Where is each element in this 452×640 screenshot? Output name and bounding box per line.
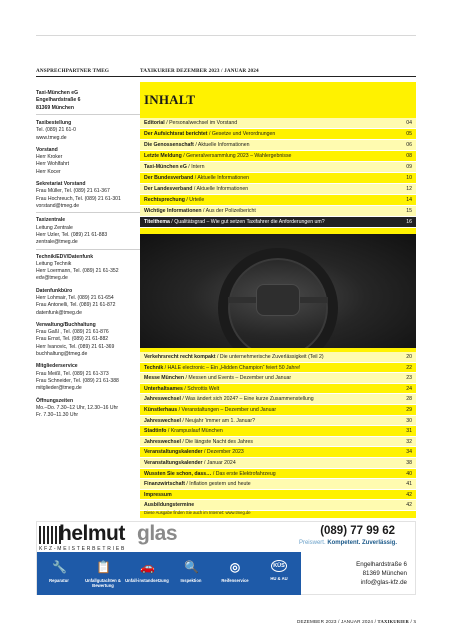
contact-section-title: Taxibestellung bbox=[36, 120, 72, 126]
toc-entry[interactable] bbox=[140, 426, 416, 437]
toc-separator: / bbox=[180, 396, 186, 403]
toc-separator: / bbox=[177, 407, 182, 413]
magnifier-icon: 🔍 bbox=[184, 560, 199, 574]
toc-page-number: 15 bbox=[406, 208, 412, 214]
toc-separator: / bbox=[164, 120, 170, 126]
toc-title: Editorial bbox=[144, 120, 165, 126]
toc-separator: / bbox=[202, 449, 207, 456]
toc-page-number: 14 bbox=[406, 197, 412, 203]
toc-page-number: 28 bbox=[406, 396, 412, 403]
toc-entry[interactable] bbox=[140, 490, 416, 501]
toc-page-number: 40 bbox=[406, 470, 412, 477]
contact-section-title: Datenfunkbüro bbox=[36, 287, 73, 294]
toc-page-number: 08 bbox=[406, 153, 412, 159]
contact-line[interactable]: vorstand@tmeg.de bbox=[36, 202, 80, 209]
toc-separator: / bbox=[184, 481, 190, 488]
toc-page-number: 06 bbox=[406, 142, 412, 148]
toc-title: Technik bbox=[144, 364, 164, 371]
toc-subtitle: Krampuslauf München bbox=[170, 428, 223, 435]
toc-subtitle: Das erste Elektrofahrzeug bbox=[215, 470, 276, 477]
toc-page-number: 05 bbox=[406, 131, 412, 137]
toc-title: Taxi-München eG bbox=[144, 164, 187, 170]
toc-separator: / bbox=[215, 354, 220, 360]
service-item bbox=[169, 552, 213, 595]
toc-entry[interactable] bbox=[140, 405, 416, 416]
service-label: Reifenservice bbox=[221, 578, 249, 583]
toc-subtitle: Urteile bbox=[189, 197, 205, 203]
toc-title: Die Genossenschaft bbox=[144, 142, 194, 148]
contact-section-title: Technik/EDV/Datenfunk bbox=[36, 253, 94, 260]
ad-phone: (089) 77 99 62 bbox=[320, 525, 395, 537]
contact-line: Leitung Zentrale bbox=[36, 224, 73, 231]
service-label: Unfallgutachten & Bewertung bbox=[85, 578, 121, 588]
toc-subtitle: Neujahr ‘immer am 1. Januar? bbox=[185, 417, 256, 424]
toc-page-number: 09 bbox=[406, 164, 412, 170]
toc-entry[interactable] bbox=[140, 479, 416, 490]
toc-subtitle: Generalversammlung 2023 – Wahlergebnisse bbox=[186, 153, 292, 159]
contact-line: Herr Uzler, Tel. (089) 21 61-883 bbox=[36, 231, 108, 238]
toc-title: Der Aufsichtsrat berichtet bbox=[144, 131, 208, 137]
service-label: Unfall-instandsetzung bbox=[125, 578, 169, 583]
contact-line[interactable]: mitglieder@tmeg.de bbox=[36, 385, 82, 392]
toc-entry[interactable] bbox=[140, 140, 416, 151]
contact-line: Herr Kroker bbox=[36, 154, 63, 161]
contact-line: Herr Lohmair, Tel. (089) 21 61-654 bbox=[36, 294, 114, 301]
issue-header: TAXIKURIER DEZEMBER 2023 / JANUAR 2024 bbox=[140, 66, 416, 77]
toc-entry[interactable] bbox=[140, 394, 416, 405]
toc-title: Der Bundesverband bbox=[144, 175, 194, 181]
toc-page-number: 24 bbox=[406, 385, 412, 392]
toc-entry[interactable] bbox=[140, 173, 416, 184]
toc-subtitle: Qualitätsgrad – Wie gut setzen Taxifahrer die Anforderungen um? bbox=[174, 219, 325, 225]
logo-text-grey: glas bbox=[137, 522, 178, 545]
toc-entry[interactable] bbox=[140, 195, 416, 206]
tagline-2: Kompetent. bbox=[327, 540, 361, 546]
contact-section-title: Sekretariat Vorstand bbox=[36, 181, 86, 188]
contact-section-title: Taxizentrale bbox=[36, 217, 66, 224]
toc-separator: / bbox=[211, 470, 216, 477]
toc-entry[interactable] bbox=[140, 373, 416, 384]
toc-separator: / bbox=[184, 375, 189, 382]
toc-entry[interactable] bbox=[140, 217, 416, 228]
contents-panel bbox=[140, 82, 416, 518]
toc-separator: / bbox=[193, 142, 198, 148]
service-label: HU & AU bbox=[270, 576, 288, 581]
contact-line: Herr Wohlfahrt bbox=[36, 161, 70, 168]
wrench-icon: 🔧 bbox=[52, 560, 67, 574]
toc-page-number: 41 bbox=[406, 481, 412, 488]
contact-section-title: Mitgliederservice bbox=[36, 363, 78, 370]
toc-separator: / bbox=[180, 417, 186, 424]
contact-line: Herr Loermann, Tel. (089) 21 61-352 bbox=[36, 268, 119, 275]
toc-separator: / bbox=[193, 175, 198, 181]
toc-subtitle: Personalwechsel im Vorstand bbox=[169, 120, 238, 126]
toc-page-number: 20 bbox=[406, 354, 412, 360]
top-rule bbox=[36, 35, 416, 36]
contact-line[interactable]: edv@tmeg.de bbox=[36, 275, 68, 282]
ad-city: 81369 München bbox=[362, 570, 407, 577]
toc-subtitle: Intern bbox=[191, 164, 205, 170]
toc-title: Unterhaltsames bbox=[144, 385, 183, 392]
page-footer: DEZEMBER 2023 / JANUAR 2024 / TAXIKURIER / 3 bbox=[296, 619, 416, 624]
ad-email: info@glas-kfz.de bbox=[360, 579, 407, 586]
toc-title: Jahreswechsel bbox=[144, 396, 181, 403]
footer-issue: DEZEMBER 2023 / JANUAR 2024 bbox=[296, 619, 374, 624]
toc-title: Impressum bbox=[144, 491, 172, 498]
toc-entry[interactable] bbox=[140, 363, 416, 374]
contact-section-title: Vorstand bbox=[36, 146, 58, 153]
service-label: Reparatur bbox=[49, 578, 69, 583]
toc-title: Veranstaltungskalender bbox=[144, 460, 203, 466]
toc-page-number: 16 bbox=[406, 219, 412, 225]
toc-title: Finanzwirtschaft bbox=[144, 481, 185, 488]
toc-separator: / bbox=[186, 164, 192, 170]
toc-page-number: 31 bbox=[406, 428, 412, 435]
contact-line: Frau Gaßl , Tel. (089) 21 61-876 bbox=[36, 329, 109, 336]
toc-subtitle: Aktuelle Informationen bbox=[197, 142, 250, 148]
toc-separator: / bbox=[202, 460, 207, 466]
toc-separator: / bbox=[207, 131, 212, 137]
contact-line: Herr Ivanovic, Tel. (089) 21 61-369 bbox=[36, 343, 115, 350]
contact-section-title: Öffnungszeiten bbox=[36, 397, 74, 404]
tagline-3: Zuverlässig. bbox=[361, 540, 397, 546]
toc-title: Jahreswechsel bbox=[144, 417, 181, 424]
toc-subtitle: Dezember 2023 bbox=[206, 449, 244, 456]
tire-icon: ◎ bbox=[229, 560, 241, 574]
toc-title: Veranstaltungskalender bbox=[144, 449, 203, 456]
toc-subtitle: Aus der Polizeibericht bbox=[205, 208, 256, 214]
service-label: Inspektion bbox=[180, 578, 202, 583]
toc-entry[interactable] bbox=[140, 129, 416, 140]
contents-heading: INHALT bbox=[144, 92, 196, 107]
toc-separator: / bbox=[180, 438, 186, 445]
toc-title: Wussten Sie schon, dass… bbox=[144, 470, 212, 477]
toc-page-number: 12 bbox=[406, 186, 412, 192]
toc-page-number: 30 bbox=[406, 417, 412, 424]
toc-title: Künstlerhaus bbox=[144, 407, 178, 413]
toc-separator: / bbox=[184, 197, 190, 203]
logo-stripes bbox=[39, 526, 61, 544]
toc-title: Messe München bbox=[144, 375, 185, 382]
toc-separator: / bbox=[192, 186, 197, 192]
toc-title: Rechtsprechung bbox=[144, 197, 185, 203]
contact-line: Herr Kocer bbox=[36, 168, 61, 175]
toc-title: Titelthema bbox=[144, 219, 170, 225]
service-item bbox=[257, 552, 301, 595]
toc-page-number: 42 bbox=[406, 502, 412, 509]
contact-line: Fr. 7.30–11.30 Uhr bbox=[36, 412, 79, 419]
service-item bbox=[37, 552, 81, 595]
contact-line: Frau Hochreuch, Tel. (089) 21 61-301 bbox=[36, 195, 121, 202]
toc-page-number: 22 bbox=[406, 364, 412, 371]
contact-line[interactable]: datenfunk@tmeg.de bbox=[36, 309, 82, 316]
kus-badge-icon: KÜS bbox=[271, 560, 287, 572]
toc-separator: / bbox=[181, 153, 187, 159]
toc-subtitle: HALE electronic – Ein „Hidden Champion“ feiert 50 Jahre! bbox=[167, 364, 301, 371]
toc-separator: / bbox=[182, 385, 188, 392]
toc-subtitle: Veranstaltungen – Dezember und Januar bbox=[181, 407, 277, 413]
contact-line: Frau Müller, Tel. (089) 21 61-367 bbox=[36, 188, 110, 195]
toc-entry[interactable] bbox=[140, 416, 416, 427]
contacts-header: ANSPRECHPARTNER TMEG bbox=[36, 66, 160, 77]
toc-subtitle: Inflation gestern und heute bbox=[189, 481, 251, 488]
toc-entry[interactable] bbox=[140, 118, 416, 129]
toc-page-number: 32 bbox=[406, 438, 412, 445]
toc-page-number: 34 bbox=[406, 449, 412, 456]
contact-line[interactable]: buchhaltung@tmeg.de bbox=[36, 351, 88, 358]
toc-entry[interactable] bbox=[140, 206, 416, 217]
toc-page-number: 23 bbox=[406, 375, 412, 382]
toc-entry[interactable] bbox=[140, 447, 416, 458]
service-item bbox=[125, 552, 169, 595]
car-crash-icon: 🚗 bbox=[140, 560, 155, 574]
contact-line: Frau Antonelli, Tel. (089) 21 61-872 bbox=[36, 302, 116, 309]
toc-subtitle: Die längste Nacht des Jahres bbox=[185, 438, 254, 445]
contact-section-title: Verwaltung/Buchhaltung bbox=[36, 321, 96, 328]
clipboard-icon: 📋 bbox=[96, 560, 111, 574]
toc-entry[interactable] bbox=[140, 384, 416, 395]
logo-text-dark: helmut bbox=[59, 522, 125, 545]
toc-title: Jahreswechsel bbox=[144, 438, 181, 445]
toc-entry[interactable] bbox=[140, 469, 416, 480]
contact-line: Frau Ernst, Tel. (089) 21 61-882 bbox=[36, 336, 109, 343]
contact-line: Frau Schneider, Tel. (089) 21 61-388 bbox=[36, 377, 119, 384]
toc-title: Der Landesverband bbox=[144, 186, 193, 192]
service-item bbox=[213, 552, 257, 595]
toc-page-number: 04 bbox=[406, 120, 412, 126]
toc-subtitle: Januar 2024 bbox=[206, 460, 236, 466]
contact-line: Tel. (089) 21 61-0 bbox=[36, 127, 76, 134]
toc-page-number: 38 bbox=[406, 460, 412, 466]
toc-subtitle: Messen und Events – Dezember und Januar bbox=[188, 375, 292, 382]
services-bar bbox=[37, 552, 301, 595]
toc-separator: / bbox=[163, 364, 168, 371]
company-street: Engelhardstraße 6 bbox=[36, 97, 81, 104]
toc-entry[interactable] bbox=[140, 151, 416, 162]
footer-brand: TAXIKURIER bbox=[377, 619, 410, 624]
toc-entry[interactable] bbox=[140, 162, 416, 173]
toc-title: Verkehrsrecht recht kompakt bbox=[144, 354, 216, 360]
page-number: 3 bbox=[413, 619, 416, 624]
contact-line: Frau Meißl, Tel. (089) 21 61-373 bbox=[36, 370, 109, 377]
toc-subtitle: Schrottis Welt bbox=[187, 385, 220, 392]
service-item bbox=[81, 552, 125, 595]
toc-title: Letzte Meldung bbox=[144, 153, 182, 159]
contact-line[interactable]: www.tmeg.de bbox=[36, 134, 67, 141]
toc-separator: / bbox=[166, 428, 171, 435]
toc-title: Ausbildungstermine bbox=[144, 502, 195, 509]
toc-title: Wichtige Informationen bbox=[144, 208, 202, 214]
company-city: 81369 München bbox=[36, 104, 74, 111]
toc-subtitle: Aktuelle Informationen bbox=[196, 186, 249, 192]
toc-entry[interactable] bbox=[140, 437, 416, 448]
logo-subtitle: KFZ-MEISTERBETRIEB bbox=[39, 546, 127, 552]
toc-subtitle: Die unternehmerische Zuverlässigkeit (Teil 2) bbox=[219, 354, 324, 360]
helmutglas-ad[interactable] bbox=[36, 521, 416, 595]
company-name: Taxi-München eG bbox=[36, 90, 79, 96]
toc-entry[interactable] bbox=[140, 184, 416, 195]
toc-page-number: 29 bbox=[406, 407, 412, 413]
ad-tagline bbox=[299, 540, 397, 546]
ad-address bbox=[356, 560, 407, 587]
toc-separator: / bbox=[169, 219, 175, 225]
ad-street: Engelhardstraße 6 bbox=[356, 561, 407, 568]
contact-line: Mo.–Do. 7.30–12 Uhr, 12.30–16 Uhr bbox=[36, 404, 119, 411]
steering-wheel-photo bbox=[140, 234, 416, 348]
web-note: Diese Ausgabe finden Sie auch im Internet: www.tmeg.de bbox=[144, 510, 251, 515]
contact-line[interactable]: zentrale@tmeg.de bbox=[36, 239, 78, 246]
toc-page-number: 42 bbox=[406, 491, 412, 498]
toc-entry[interactable] bbox=[140, 458, 416, 469]
toc-title: Stadtinfo bbox=[144, 428, 167, 435]
toc-entry[interactable] bbox=[140, 352, 416, 363]
toc-subtitle: Aktuelle Informationen bbox=[197, 175, 249, 181]
toc-subtitle: Gesetze und Verordnungen bbox=[211, 131, 276, 137]
tagline-1: Preiswert. bbox=[298, 540, 326, 546]
toc-page-number: 10 bbox=[406, 175, 412, 181]
toc-subtitle: Was ändert sich 2024? – Eine kurze Zusammenstellung bbox=[185, 396, 314, 403]
contact-line: Leitung Technik bbox=[36, 260, 72, 267]
toc-separator: / bbox=[201, 208, 206, 214]
